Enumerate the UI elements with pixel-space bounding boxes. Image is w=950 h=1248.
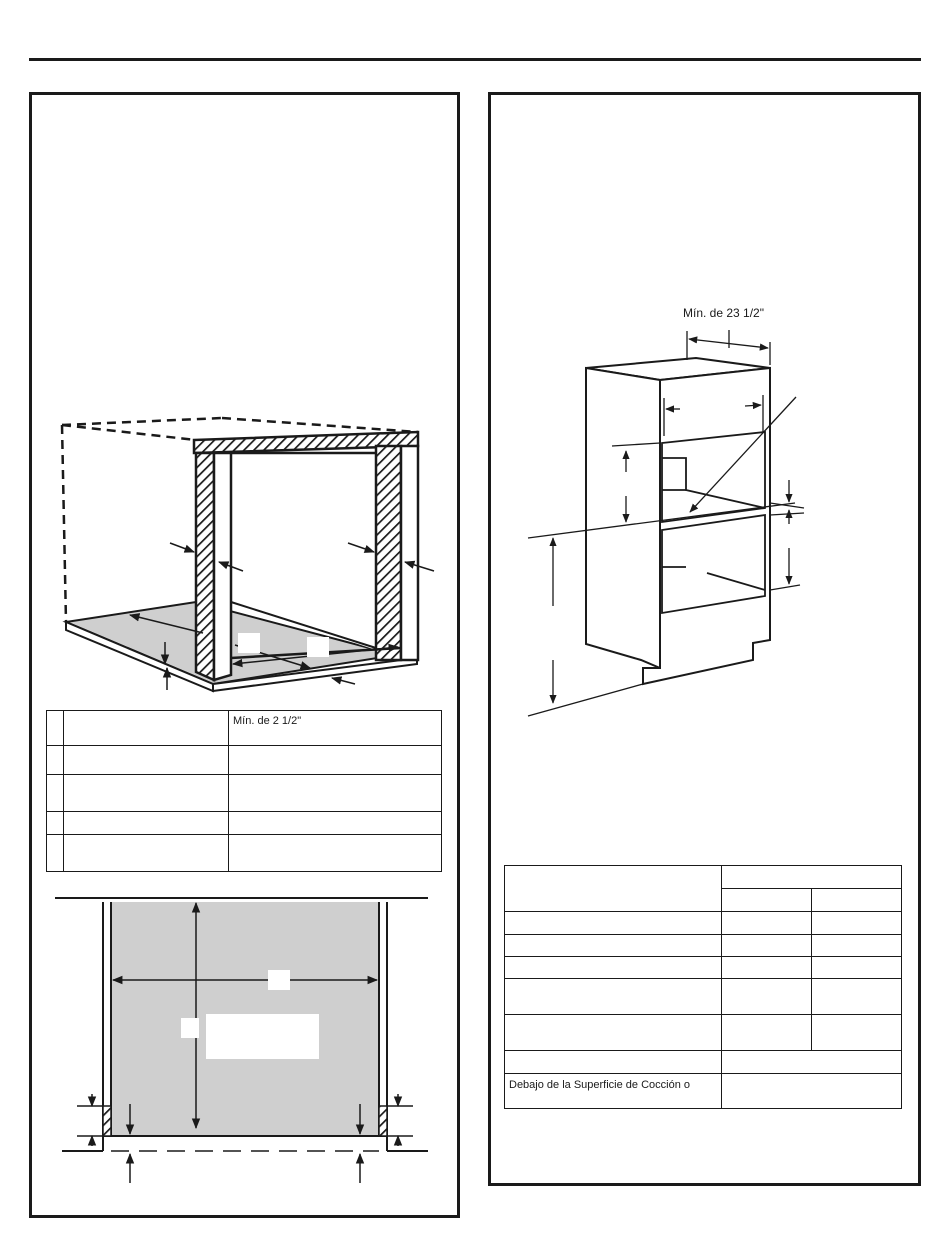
cabinet-right-wall	[376, 446, 401, 660]
table-row	[505, 957, 902, 979]
table-row: Debajo de la Superficie de Cocción o	[505, 1074, 902, 1109]
table-row: Mín. de 2 1/2"	[47, 711, 442, 746]
cabinet-left-wall	[196, 453, 214, 680]
table-row	[47, 812, 442, 835]
table-row	[47, 746, 442, 775]
table-row	[505, 1051, 902, 1074]
oven-width-dimension-label: Mín. de 23 1/2"	[683, 306, 764, 320]
table-row	[505, 979, 902, 1015]
cabinet-dimensions-table	[46, 710, 442, 872]
table-row	[47, 835, 442, 872]
table-row	[505, 912, 902, 935]
table-row	[505, 935, 902, 957]
table-row	[47, 775, 442, 812]
clearance-table	[504, 865, 902, 1109]
table-row	[505, 1015, 902, 1051]
oven-cabinet-diagram	[586, 358, 770, 684]
table-row	[505, 866, 902, 889]
